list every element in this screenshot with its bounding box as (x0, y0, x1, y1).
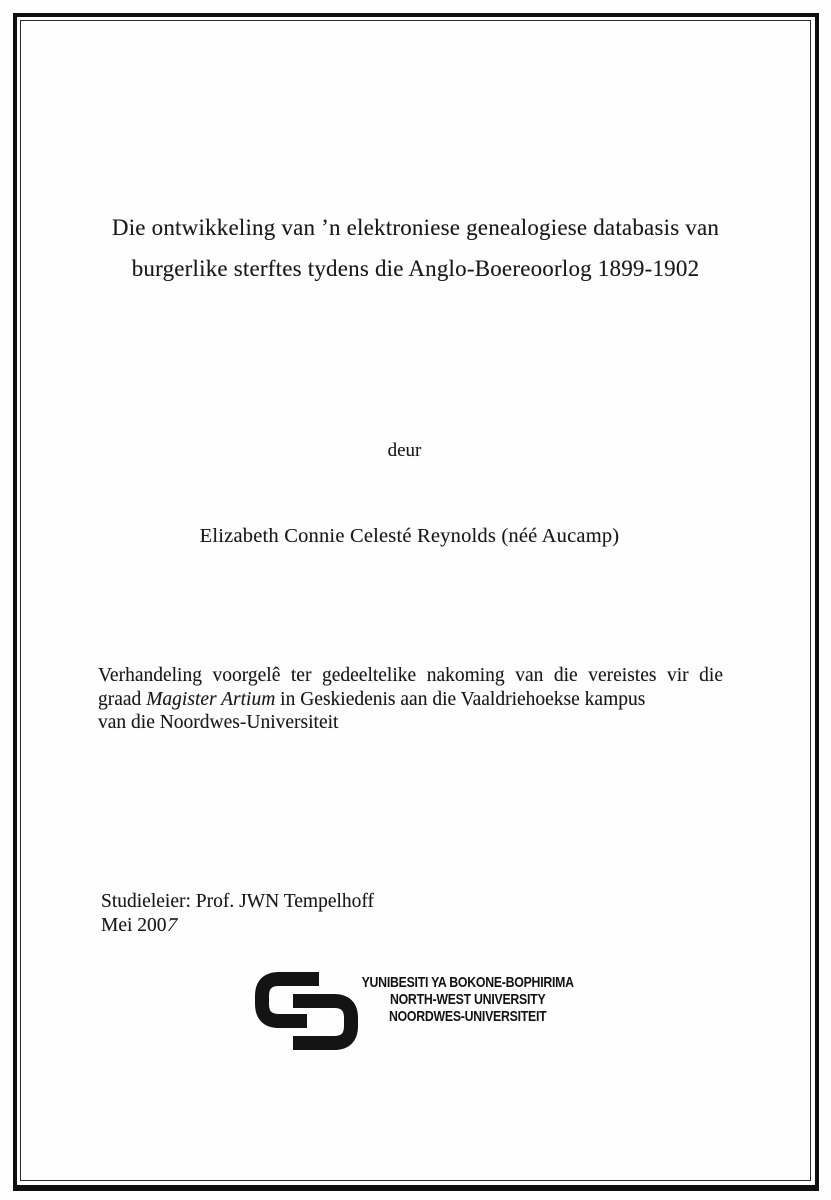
byline-deur: deur (387, 440, 422, 461)
date-prefix: Mei 200 (101, 914, 167, 936)
logo-text-english: NORTH-WEST UNIVERSITY (389, 991, 546, 1008)
submission-statement (98, 664, 723, 735)
submission-line-3: van die Noordwes-Universiteit (98, 712, 339, 733)
university-logo (253, 968, 593, 1058)
submission-line-1: Verhandeling voorgelê ter gedeeltelike nakoming van die vereistes vir die (98, 665, 723, 686)
logo-text-setswana: YUNIBESITI YA BOKONE-BOPHIRIMA (361, 974, 574, 991)
author-name: Elizabeth Connie Celesté Reynolds (néé Aucamp) (199, 525, 620, 547)
submission-line-2-post: in Geskiedenis aan die Vaaldriehoekse kampus (275, 688, 646, 710)
submission-line-2 (98, 688, 723, 712)
nwu-interlocked-links-icon (253, 970, 360, 1052)
logo-text-afrikaans: NOORDWES-UNIVERSITEIT (388, 1008, 547, 1025)
date-last-digit: 7 (163, 914, 179, 936)
thesis-title (60, 207, 771, 289)
degree-name-italic: Magister Artium (146, 688, 276, 710)
date-line (101, 914, 374, 938)
submission-line-2-pre: graad (98, 688, 147, 710)
supervisor-line: Studieleier: Prof. JWN Tempelhoff (101, 891, 375, 912)
university-logo-text (357, 974, 578, 1025)
supervisor-and-date (101, 890, 374, 937)
thesis-title-line-2: burgerlike sterftes tydens die Anglo-Boereoorlog 1899-1902 (131, 256, 700, 281)
thesis-title-line-1: Die ontwikkeling van ’n elektroniese genealogiese databasis van (111, 215, 720, 240)
